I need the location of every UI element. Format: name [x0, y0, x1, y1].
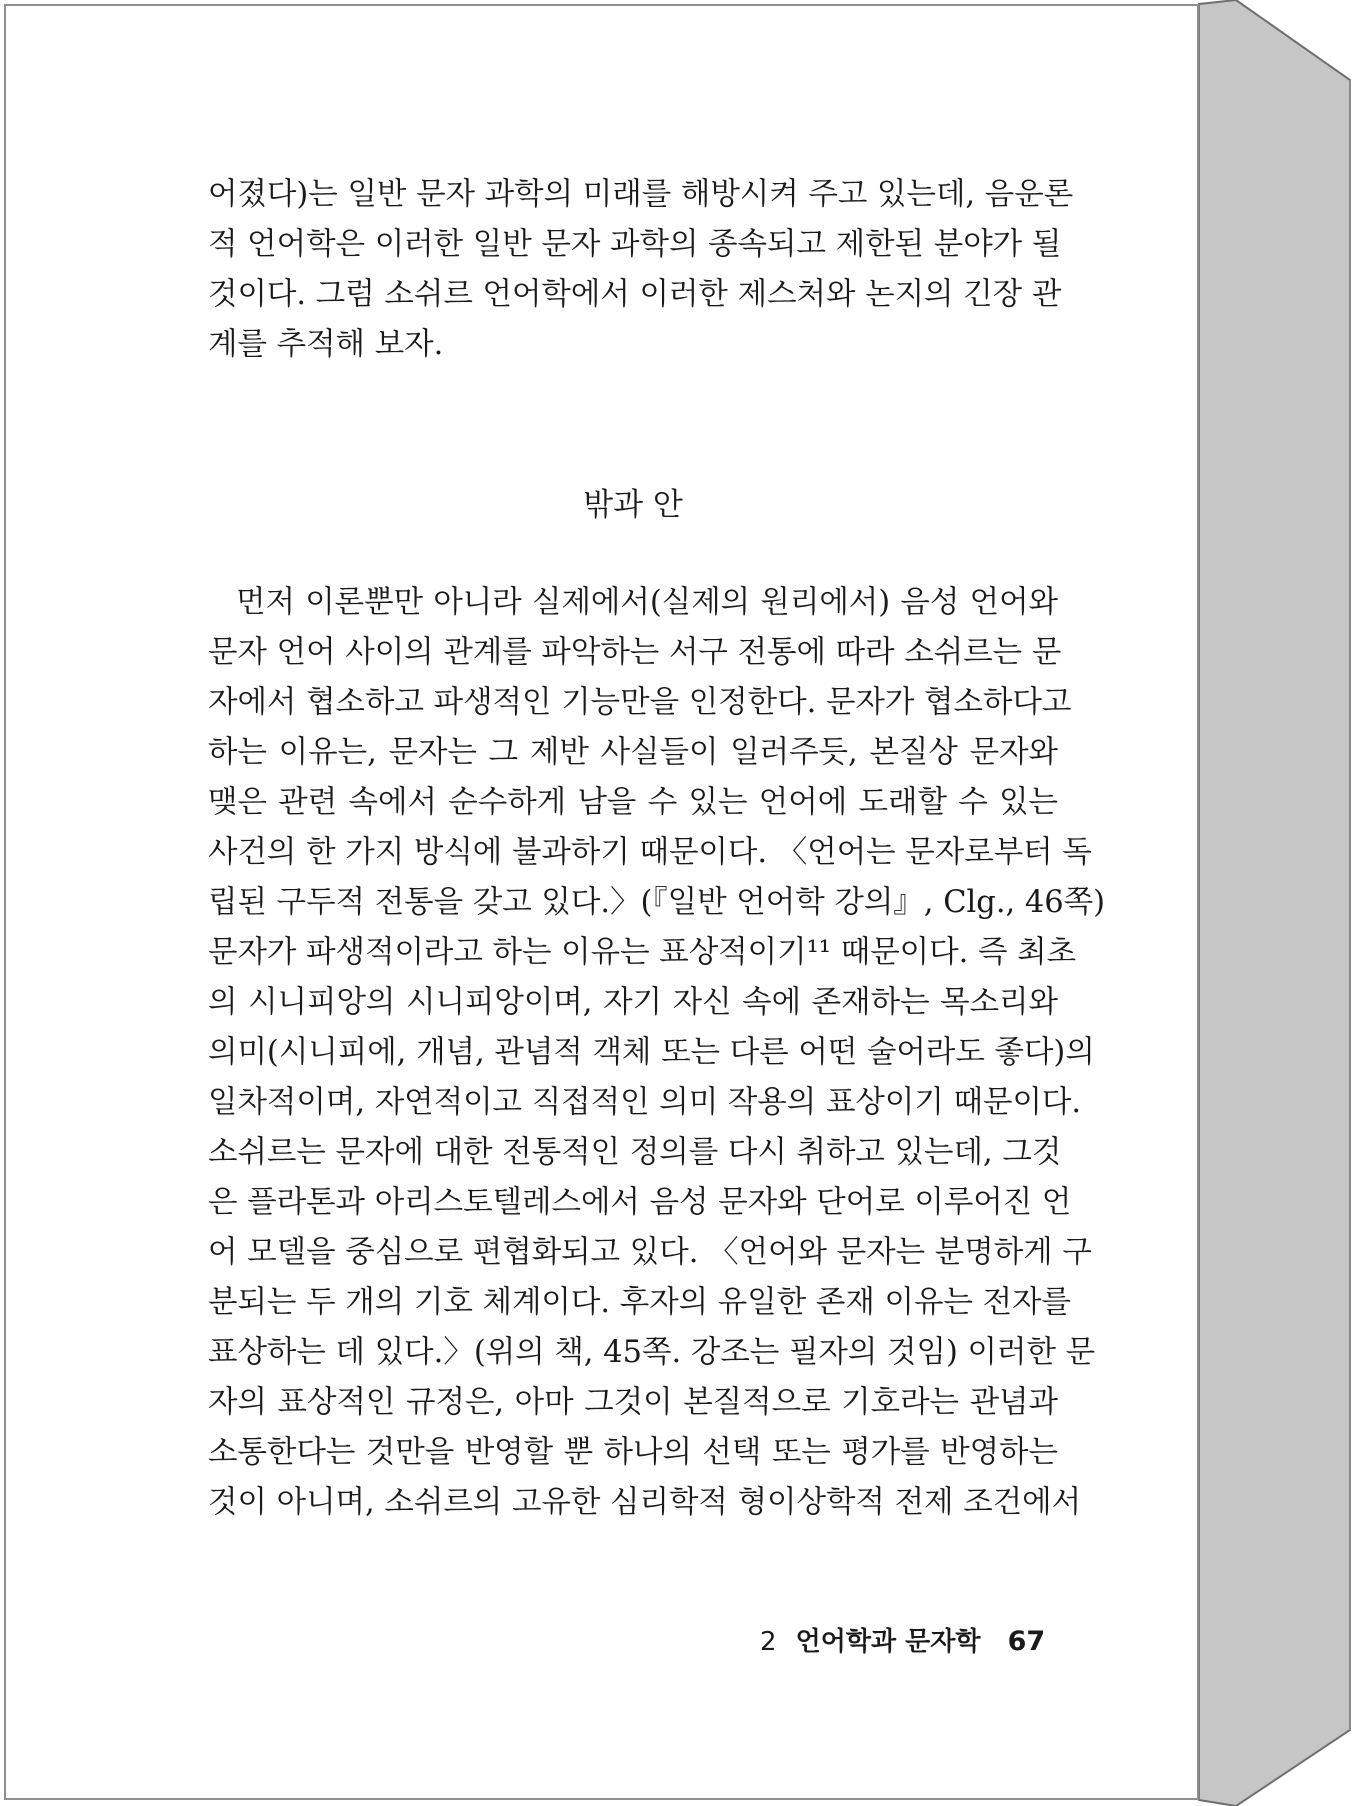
body-paragraph [208, 578, 1106, 1528]
text-line: 의미(시니피에, 개념, 관념적 객체 또는 다른 어떤 술어라도 좋다)의 [208, 1035, 1095, 1070]
text-line: 소통한다는 것만을 반영할 뿐 하나의 선택 또는 평가를 반영하는 [208, 1435, 1058, 1470]
text-line: 것이다. 그럼 소쉬르 언어학에서 이러한 제스처와 논지의 긴장 관 [208, 277, 1062, 312]
text-line: 계를 추적해 보자. [208, 327, 444, 362]
text-line: 하는 이유는, 문자는 그 제반 사실들이 일러주듯, 본질상 문자와 [208, 735, 1058, 770]
text-line: 문자 언어 사이의 관계를 파악하는 서구 전통에 따라 소쉬르는 문 [208, 635, 1062, 670]
text-line: 은 플라톤과 아리스토텔레스에서 음성 문자와 단어로 이루어진 언 [208, 1185, 1072, 1220]
text-line: 의 시니피앙의 시니피앙이며, 자기 자신 속에 존재하는 목소리와 [208, 985, 1058, 1020]
text-line: 자에서 협소하고 파생적인 기능만을 인정한다. 문자가 협소하다고 [208, 685, 1072, 720]
chapter-title: 언어학과 문자학 [795, 1627, 981, 1657]
text-line: 사건의 한 가지 방식에 불과하기 때문이다. 〈언어는 문자로부터 독 [208, 835, 1092, 870]
text-line: 어 모델을 중심으로 편협화되고 있다. 〈언어와 문자는 분명하게 구 [208, 1235, 1092, 1270]
text-line: 먼저 이론뿐만 아니라 실제에서(실제의 원리에서) 음성 언어와 [236, 585, 1058, 620]
text-line: 어졌다)는 일반 문자 과학의 미래를 해방시켜 주고 있는데, 음운론 [208, 177, 1074, 212]
chapter-number: 2 [760, 1627, 777, 1657]
text-line: 맺은 관련 속에서 순수하게 남을 수 있는 언어에 도래할 수 있는 [208, 785, 1058, 820]
text-line: 일차적이며, 자연적이고 직접적인 의미 작용의 표상이기 때문이다. [208, 1085, 1082, 1120]
text-line: 문자가 파생적이라고 하는 이유는 표상적이기¹¹ 때문이다. 즉 최초 [208, 935, 1077, 970]
text-line: 적 언어학은 이러한 일반 문자 과학의 종속되고 제한된 분야가 될 [208, 227, 1062, 262]
text-line: 분되는 두 개의 기호 체계이다. 후자의 유일한 존재 이유는 전자를 [208, 1285, 1071, 1320]
text-line: 표상하는 데 있다.〉(위의 책, 45쪽. 강조는 필자의 것임) 이러한 문 [208, 1335, 1096, 1370]
section-heading: 밖과 안 [583, 487, 683, 523]
continued-paragraph [208, 170, 1074, 370]
text-line: 자의 표상적인 규정은, 아마 그것이 본질적으로 기호라는 관념과 [208, 1385, 1058, 1420]
text-line: 것이 아니며, 소쉬르의 고유한 심리학적 형이상학적 전제 조건에서 [208, 1485, 1082, 1520]
text-line: 소쉬르는 문자에 대한 전통적인 정의를 다시 취하고 있는데, 그것 [208, 1135, 1062, 1170]
running-footer [760, 1620, 1060, 1664]
text-line: 립된 구두적 전통을 갖고 있다.〉(『일반 언어학 강의』, Clg., 46쪽) [208, 885, 1106, 920]
page-number: 67 [1007, 1626, 1046, 1657]
